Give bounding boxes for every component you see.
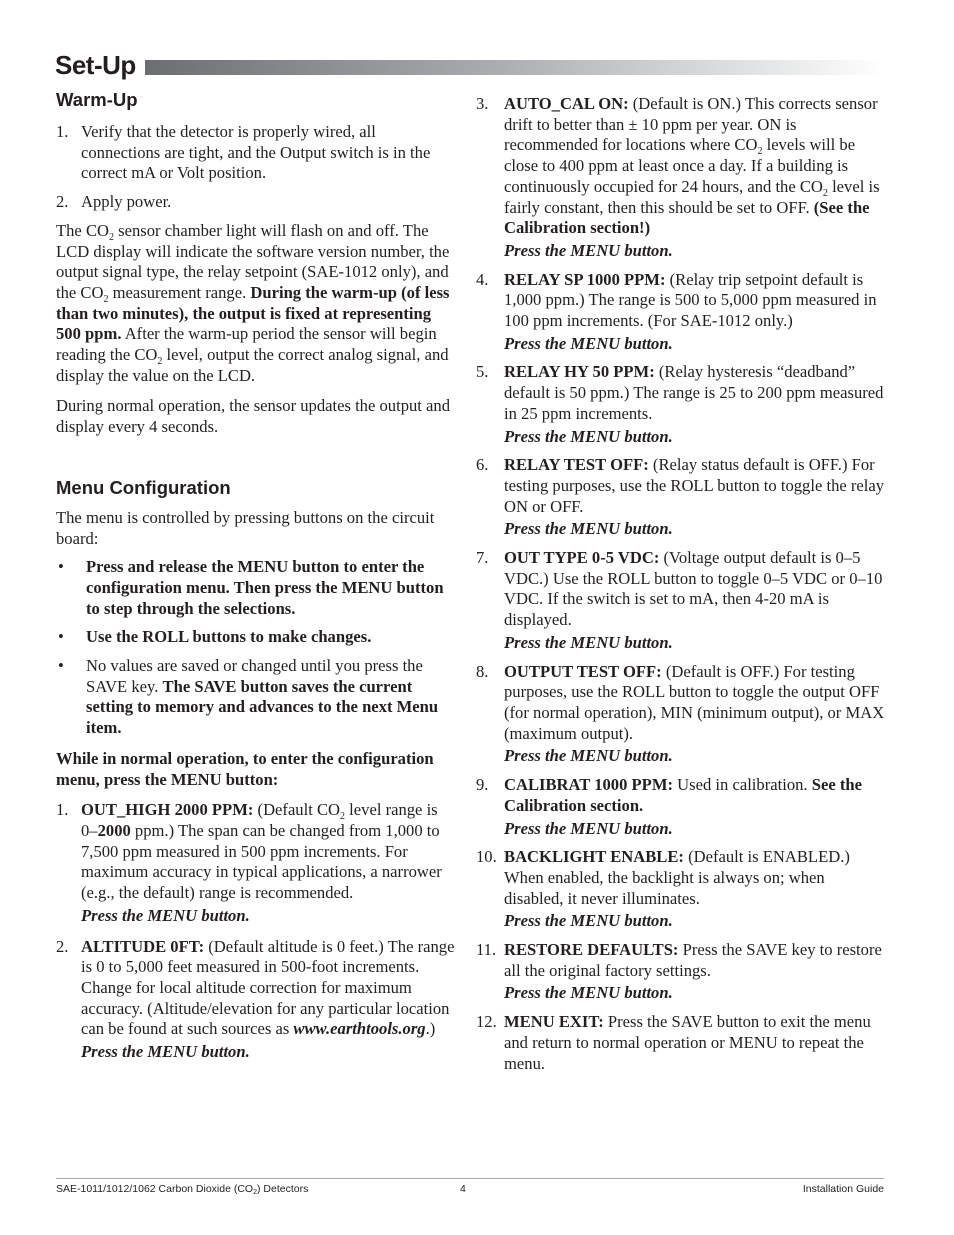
menu-item-label: RELAY TEST OFF: (504, 455, 649, 475)
menu-item-label: OUTPUT TEST OFF: (504, 661, 662, 681)
menu-item-label: ALTITUDE 0FT: (81, 936, 205, 956)
menu-item-1: 1. OUT_HIGH 2000 PPM: (Default $CO_2$ level range is 0–2000 ppm.) The span can be changed from 1,000 to 7,500 ppm measured in 500 ppm increments. For maximum accuracy in typical applications, a narrower (e.g., the default) range is recommended. Press the MENU button. (56, 800, 458, 926)
page-title: Set-Up (55, 50, 136, 80)
earthtools-link[interactable]: www.earthtools.org (293, 1019, 426, 1039)
menu-item-3: 3. AUTO_CAL ON: (Default is ON.) This corrects sensor drift to better than ± 10 ppm per year. ON is recommended for locations where $CO_2$ levels will be close to 400 ppm at least once a day. If a building is continuously occupied for 24 hours, and the $CO_2$ level is fairly constant, then this should be set to OFF. (See the Calibration section!) Press the MENU button. (476, 94, 886, 262)
menu-item-11: 11. RESTORE DEFAULTS: Press the SAVE key to restore all the original factory settings. Press the MENU button. (476, 940, 886, 1004)
footer-document-title: SAE-1011/1012/1062 Carbon Dioxide $(CO_2)$ Detectors (56, 1183, 309, 1196)
menu-item-label: RESTORE DEFAULTS: (504, 940, 679, 960)
menu-item-label: RELAY HY 50 PPM: (504, 362, 655, 382)
footer-divider (56, 1178, 884, 1179)
menu-bullet-2: • Use the ROLL buttons to make changes. (58, 627, 372, 647)
footer-guide-label: Installation Guide (802, 1183, 884, 1195)
step-number: 2. (56, 192, 69, 212)
menu-item-label: BACKLIGHT ENABLE: (504, 847, 684, 867)
warmup-paragraph: The $CO_2$ sensor chamber light will flash on and off. The LCD display will indicate the software version number, the output signal type, the relay setpoint (SAE-1012 only), and the $CO_2$ measurement range. During the warm-up (of less than two minutes), the output is fixed at representing 500 ppm. After the warm-up period the sensor will begin reading the $CO_2$ level, output the correct analog signal, and display the value on the LCD. (56, 220, 450, 385)
menu-config-heading: Menu Configuration (56, 476, 231, 498)
warmup-heading: Warm-Up (56, 89, 138, 110)
press-menu-note: Press the MENU button. (504, 426, 673, 446)
press-menu-note: Press the MENU button. (81, 1042, 250, 1062)
step-text: Verify that the detector is properly wired, all connections are tight, and the Output switch is in the correct mA or Volt position. (81, 122, 431, 183)
menu-item-6: 6. RELAY TEST OFF: (Relay status default is OFF.) For testing purposes, use the ROLL button to toggle the relay ON or OFF. Press the MENU button. (476, 455, 885, 539)
menu-item-4: 4. RELAY SP 1000 PPM: (Relay trip setpoint default is 1,000 ppm.) The range is 500 to 5,000 ppm measured in 100 ppm increments. (For SAE-1012 only.) Press the MENU button. (476, 270, 886, 355)
footer-page-number: 4 (460, 1183, 466, 1195)
menu-item-5: 5. RELAY HY 50 PPM: (Relay hysteresis “deadband” default is 50 ppm.) The range is 25 to 200 ppm measured in 25 ppm increments. Press the MENU button. (476, 362, 886, 447)
menu-enter-instruction: While in normal operation, to enter the configuration menu, press the MENU button: (56, 748, 434, 789)
menu-item-label: AUTO_CAL ON: (504, 94, 629, 113)
right-column (476, 94, 886, 1074)
press-menu-note: Press the MENU button. (504, 333, 673, 353)
press-menu-note: Press the MENU button. (81, 905, 250, 925)
press-menu-note: Press the MENU button. (504, 818, 673, 838)
normal-operation-paragraph: During normal operation, the sensor updates the output and display every 4 seconds. (56, 396, 451, 437)
press-menu-note: Press the MENU button. (504, 983, 673, 1003)
warmup-emphasis: During the warm-up (of less than two minutes), the output is fixed at representing 500 ppm. (56, 282, 450, 344)
menu-item-label: OUT_HIGH 2000 PPM: (81, 800, 254, 820)
menu-intro: The menu is controlled by pressing buttons on the circuit board: (56, 507, 435, 548)
menu-bullet-3: • No values are saved or changed until you press the SAVE key. The SAVE button saves the current setting to memory and advances to the next Menu item. (58, 656, 439, 738)
warmup-step-1 (56, 122, 458, 184)
menu-item-8: 8. OUTPUT TEST OFF: (Default is OFF.) For testing purposes, use the ROLL button to toggle the output OFF (for normal operation), MIN (minimum output), or MAX (maximum output). Press the MENU button. (476, 661, 885, 766)
step-text: Apply power. (81, 192, 172, 212)
warmup-step-2 (56, 192, 458, 213)
step-number: 1. (56, 122, 69, 141)
press-menu-note: Press the MENU button. (504, 746, 673, 766)
press-menu-note: Press the MENU button. (504, 240, 673, 260)
menu-item-label: OUT TYPE 0-5 VDC: (504, 548, 660, 568)
menu-bullet-1: • Press and release the MENU button to enter the configuration menu. Then press the MENU button to step through the selections. (58, 557, 444, 618)
menu-item-12: 12. MENU EXIT: Press the SAVE button to exit the menu and return to normal operation or MENU to repeat the menu. (476, 1012, 871, 1073)
menu-item-label: CALIBRAT 1000 PPM: (504, 775, 674, 795)
left-column (56, 88, 458, 1063)
menu-item-2: 2. ALTITUDE 0FT: (Default altitude is 0 feet.) The range is 0 to 5,000 feet measured in 500-foot increments. Change for local altitude correction for maximum accuracy. (Altitude/elevation for any particular location can be found at such sources as www.earthtools.org.) Press the MENU button. (56, 937, 458, 1063)
press-menu-note: Press the MENU button. (504, 632, 673, 652)
menu-item-9: 9. CALIBRAT 1000 PPM: Used in calibration. See the Calibration section. Press the MENU button. (476, 775, 886, 839)
menu-item-10: 10. BACKLIGHT ENABLE: (Default is ENABLED.) When enabled, the backlight is always on; when disabled, it never illuminates. Press the MENU button. (476, 847, 886, 932)
title-gradient-bar (145, 60, 885, 75)
menu-item-label: MENU EXIT: (504, 1012, 604, 1032)
press-menu-note: Press the MENU button. (504, 519, 673, 539)
menu-item-label: RELAY SP 1000 PPM: (504, 269, 666, 289)
menu-item-7: 7. OUT TYPE 0-5 VDC: (Voltage output default is 0–5 VDC.) Use the ROLL button to toggle 0–5 VDC or 0–10 VDC. If the switch is set to mA, then 4-20 mA is displayed. Press the MENU button. (476, 548, 886, 654)
press-menu-note: Press the MENU button. (504, 911, 673, 931)
